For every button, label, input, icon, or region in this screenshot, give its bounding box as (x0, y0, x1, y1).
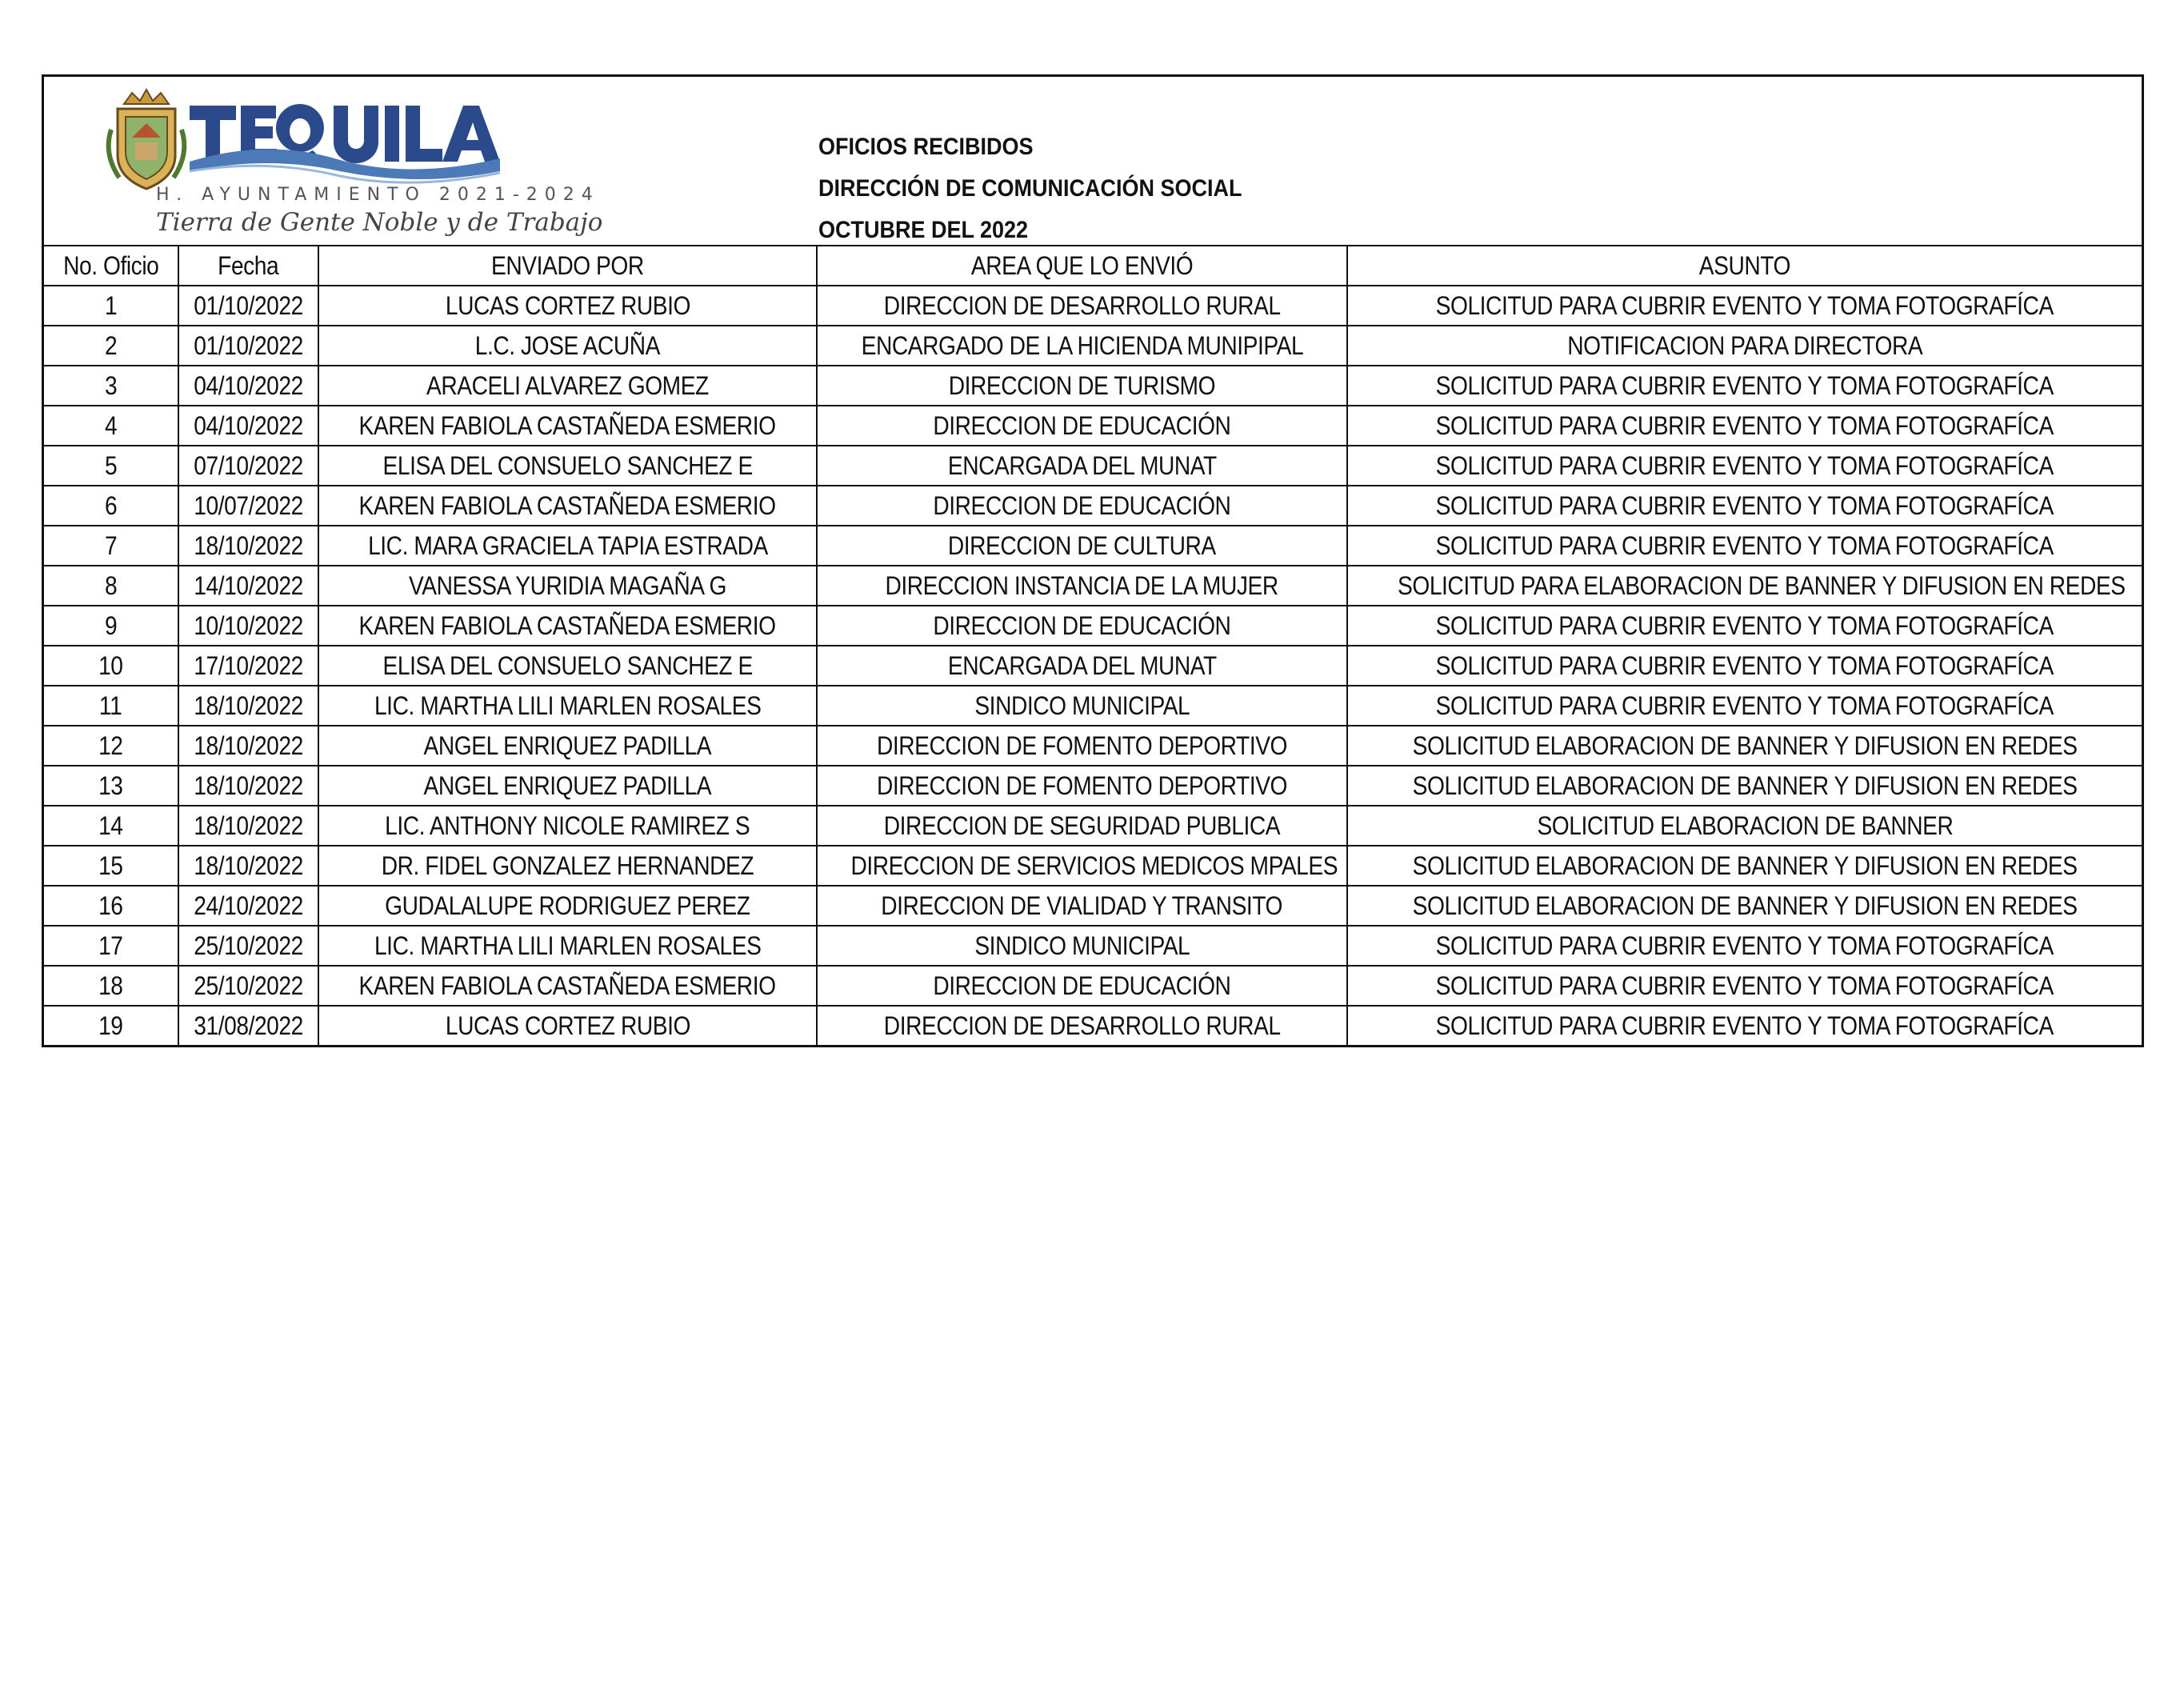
cell-no-oficio: 5 (44, 446, 178, 486)
table-row (44, 886, 2142, 926)
cell-asunto: SOLICITUD PARA CUBRIR EVENTO Y TOMA FOTOGRAFÍCA (1347, 606, 2142, 646)
cell-enviado-por: ANGEL ENRIQUEZ PADILLA (318, 726, 817, 766)
cell-no-oficio: 2 (44, 326, 178, 366)
cell-no-oficio: 19 (44, 1006, 178, 1045)
cell-asunto: SOLICITUD PARA CUBRIR EVENTO Y TOMA FOTOGRAFÍCA (1347, 526, 2142, 566)
header-asunto: ASUNTO (1347, 246, 2142, 286)
cell-no-oficio: 13 (44, 766, 178, 806)
cell-fecha: 18/10/2022 (178, 686, 318, 726)
cell-enviado-por: LIC. MARA GRACIELA TAPIA ESTRADA (318, 526, 817, 566)
cell-area: DIRECCION DE FOMENTO DEPORTIVO (817, 766, 1347, 806)
coat-of-arms-icon (109, 90, 185, 189)
cell-fecha: 01/10/2022 (178, 286, 318, 326)
cell-no-oficio: 1 (44, 286, 178, 326)
cell-enviado-por: KAREN FABIOLA CASTAÑEDA ESMERIO (318, 966, 817, 1006)
cell-fecha: 18/10/2022 (178, 846, 318, 886)
cell-area: DIRECCION DE EDUCACIÓN (817, 606, 1347, 646)
cell-asunto: SOLICITUD PARA CUBRIR EVENTO Y TOMA FOTOGRAFÍCA (1347, 406, 2142, 446)
cell-fecha: 04/10/2022 (178, 406, 318, 446)
table-row (44, 566, 2142, 606)
table-row (44, 326, 2142, 366)
cell-fecha: 17/10/2022 (178, 646, 318, 686)
cell-area: SINDICO MUNICIPAL (817, 686, 1347, 726)
cell-no-oficio: 3 (44, 366, 178, 406)
cell-asunto: SOLICITUD PARA CUBRIR EVENTO Y TOMA FOTOGRAFÍCA (1347, 286, 2142, 326)
header-no-oficio: No. Oficio (44, 246, 178, 286)
cell-no-oficio: 18 (44, 966, 178, 1006)
cell-area: DIRECCION DE EDUCACIÓN (817, 486, 1347, 526)
cell-asunto: SOLICITUD PARA CUBRIR EVENTO Y TOMA FOTOGRAFÍCA (1347, 446, 2142, 486)
cell-fecha: 01/10/2022 (178, 326, 318, 366)
cell-enviado-por: ARACELI ALVAREZ GOMEZ (318, 366, 817, 406)
cell-area: DIRECCION INSTANCIA DE LA MUJER (817, 566, 1347, 606)
cell-fecha: 25/10/2022 (178, 966, 318, 1006)
cell-asunto: SOLICITUD PARA CUBRIR EVENTO Y TOMA FOTOGRAFÍCA (1347, 646, 2142, 686)
cell-asunto: SOLICITUD ELABORACION DE BANNER (1347, 806, 2142, 846)
cell-area: ENCARGADO DE LA HICIENDA MUNIPIPAL (817, 326, 1347, 366)
cell-area: DIRECCION DE DESARROLLO RURAL (817, 1006, 1347, 1045)
cell-no-oficio: 8 (44, 566, 178, 606)
cell-enviado-por: VANESSA YURIDIA MAGAÑA G (318, 566, 817, 606)
cell-asunto: SOLICITUD PARA CUBRIR EVENTO Y TOMA FOTOGRAFÍCA (1347, 686, 2142, 726)
cell-enviado-por: LUCAS CORTEZ RUBIO (318, 1006, 817, 1045)
cell-no-oficio: 6 (44, 486, 178, 526)
table-row (44, 486, 2142, 526)
cell-fecha: 10/07/2022 (178, 486, 318, 526)
cell-no-oficio: 11 (44, 686, 178, 726)
cell-fecha: 04/10/2022 (178, 366, 318, 406)
logo-subtitle: H. AYUNTAMIENTO 2021-2024 (156, 185, 600, 205)
cell-fecha: 18/10/2022 (178, 526, 318, 566)
title-line-3: OCTUBRE DEL 2022 (818, 217, 1029, 243)
cell-asunto: SOLICITUD ELABORACION DE BANNER Y DIFUSION EN REDES (1347, 726, 2142, 766)
cell-enviado-por: KAREN FABIOLA CASTAÑEDA ESMERIO (318, 406, 817, 446)
cell-enviado-por: LIC. MARTHA LILI MARLEN ROSALES (318, 926, 817, 966)
header-fecha: Fecha (178, 246, 318, 286)
cell-area: DIRECCION DE EDUCACIÓN (817, 406, 1347, 446)
oficios-table (44, 246, 2142, 1045)
title-line-2: DIRECCIÓN DE COMUNICACIÓN SOCIAL (818, 175, 1242, 202)
cell-fecha: 14/10/2022 (178, 566, 318, 606)
table-row (44, 1006, 2142, 1045)
cell-area: DIRECCION DE EDUCACIÓN (817, 966, 1347, 1006)
cell-asunto: SOLICITUD PARA CUBRIR EVENTO Y TOMA FOTOGRAFÍCA (1347, 926, 2142, 966)
cell-enviado-por: KAREN FABIOLA CASTAÑEDA ESMERIO (318, 486, 817, 526)
cell-area: DIRECCION DE TURISMO (817, 366, 1347, 406)
cell-area: ENCARGADA DEL MUNAT (817, 446, 1347, 486)
cell-asunto: SOLICITUD PARA CUBRIR EVENTO Y TOMA FOTOGRAFÍCA (1347, 966, 2142, 1006)
cell-asunto: NOTIFICACION PARA DIRECTORA (1347, 326, 2142, 366)
cell-asunto: SOLICITUD PARA ELABORACION DE BANNER Y DIFUSION EN REDES (1347, 566, 2142, 606)
cell-fecha: 18/10/2022 (178, 766, 318, 806)
cell-enviado-por: LUCAS CORTEZ RUBIO (318, 286, 817, 326)
cell-enviado-por: ELISA DEL CONSUELO SANCHEZ E (318, 646, 817, 686)
table-row (44, 286, 2142, 326)
document-sheet (42, 74, 2144, 1047)
document-header (44, 77, 2142, 246)
header-enviado-por: ENVIADO POR (318, 246, 817, 286)
table-row (44, 646, 2142, 686)
cell-asunto: SOLICITUD ELABORACION DE BANNER Y DIFUSION EN REDES (1347, 846, 2142, 886)
cell-enviado-por: ANGEL ENRIQUEZ PADILLA (318, 766, 817, 806)
cell-area: ENCARGADA DEL MUNAT (817, 646, 1347, 686)
cell-fecha: 31/08/2022 (178, 1006, 318, 1045)
cell-enviado-por: L.C. JOSE ACUÑA (318, 326, 817, 366)
table-row (44, 766, 2142, 806)
table-row (44, 806, 2142, 846)
cell-asunto: SOLICITUD ELABORACION DE BANNER Y DIFUSION EN REDES (1347, 886, 2142, 926)
cell-enviado-por: GUDALALUPE RODRIGUEZ PEREZ (318, 886, 817, 926)
cell-area: DIRECCION DE DESARROLLO RURAL (817, 286, 1347, 326)
cell-area: DIRECCION DE VIALIDAD Y TRANSITO (817, 886, 1347, 926)
table-row (44, 606, 2142, 646)
cell-enviado-por: LIC. MARTHA LILI MARLEN ROSALES (318, 686, 817, 726)
cell-no-oficio: 15 (44, 846, 178, 886)
cell-enviado-por: DR. FIDEL GONZALEZ HERNANDEZ (318, 846, 817, 886)
title-line-1: OFICIOS RECIBIDOS (818, 134, 1034, 160)
cell-fecha: 18/10/2022 (178, 806, 318, 846)
cell-asunto: SOLICITUD PARA CUBRIR EVENTO Y TOMA FOTOGRAFÍCA (1347, 366, 2142, 406)
cell-enviado-por: ELISA DEL CONSUELO SANCHEZ E (318, 446, 817, 486)
cell-fecha: 10/10/2022 (178, 606, 318, 646)
cell-asunto: SOLICITUD ELABORACION DE BANNER Y DIFUSION EN REDES (1347, 766, 2142, 806)
table-row (44, 366, 2142, 406)
table-header-row (44, 246, 2142, 286)
cell-fecha: 25/10/2022 (178, 926, 318, 966)
table-row (44, 846, 2142, 886)
cell-no-oficio: 12 (44, 726, 178, 766)
cell-no-oficio: 4 (44, 406, 178, 446)
cell-area: DIRECCION DE CULTURA (817, 526, 1347, 566)
header-area: AREA QUE LO ENVIÓ (817, 246, 1347, 286)
cell-enviado-por: LIC. ANTHONY NICOLE RAMIREZ S (318, 806, 817, 846)
table-row (44, 406, 2142, 446)
table-row (44, 686, 2142, 726)
cell-no-oficio: 7 (44, 526, 178, 566)
cell-no-oficio: 14 (44, 806, 178, 846)
table-row (44, 966, 2142, 1006)
table-row (44, 926, 2142, 966)
cell-enviado-por: KAREN FABIOLA CASTAÑEDA ESMERIO (318, 606, 817, 646)
cell-area: SINDICO MUNICIPAL (817, 926, 1347, 966)
cell-asunto: SOLICITUD PARA CUBRIR EVENTO Y TOMA FOTOGRAFÍCA (1347, 486, 2142, 526)
document-titles (818, 126, 1242, 251)
cell-area: DIRECCION DE SERVICIOS MEDICOS MPALES (817, 846, 1347, 886)
municipality-logo (100, 82, 603, 238)
cell-no-oficio: 9 (44, 606, 178, 646)
cell-no-oficio: 16 (44, 886, 178, 926)
table-row (44, 446, 2142, 486)
cell-area: DIRECCION DE FOMENTO DEPORTIVO (817, 726, 1347, 766)
table-row (44, 526, 2142, 566)
cell-area: DIRECCION DE SEGURIDAD PUBLICA (817, 806, 1347, 846)
cell-fecha: 07/10/2022 (178, 446, 318, 486)
cell-asunto: SOLICITUD PARA CUBRIR EVENTO Y TOMA FOTOGRAFÍCA (1347, 1006, 2142, 1045)
cell-fecha: 18/10/2022 (178, 726, 318, 766)
cell-no-oficio: 10 (44, 646, 178, 686)
table-row (44, 726, 2142, 766)
cell-fecha: 24/10/2022 (178, 886, 318, 926)
logo-motto: Tierra de Gente Noble y de Trabajo (156, 208, 603, 237)
cell-no-oficio: 17 (44, 926, 178, 966)
